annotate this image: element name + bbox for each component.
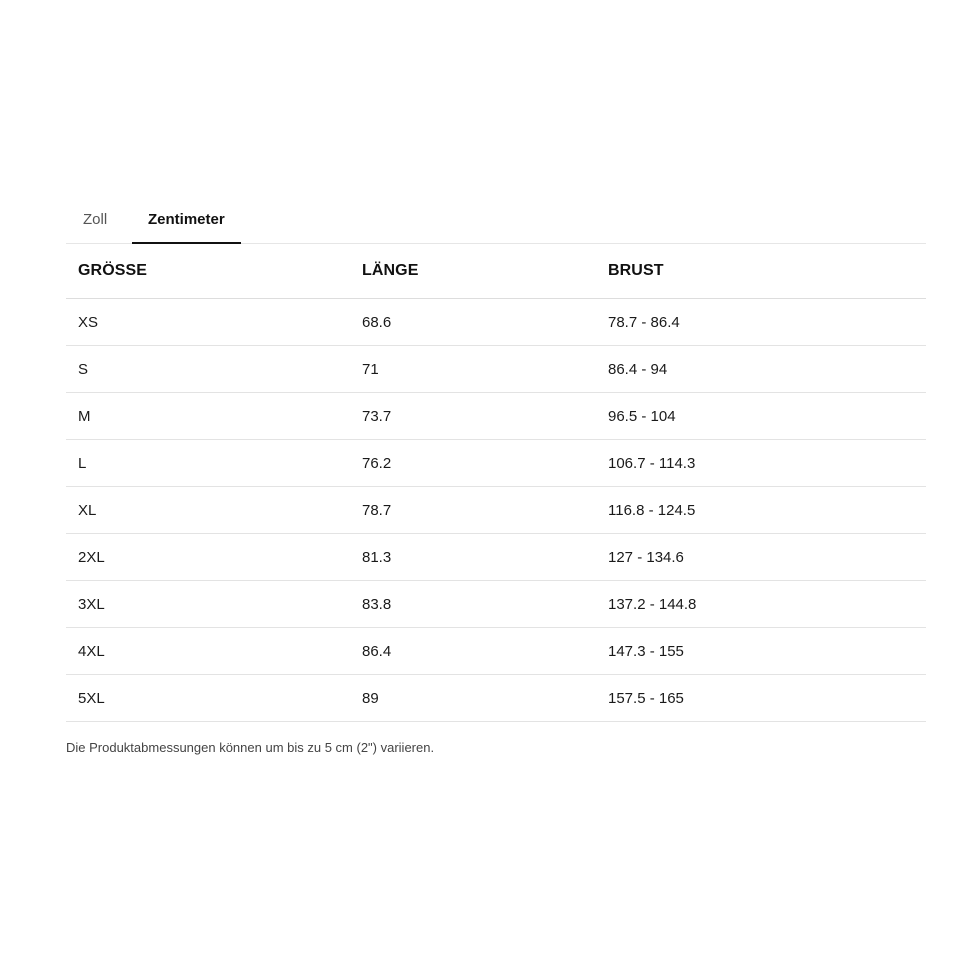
table-row	[66, 393, 926, 440]
size-cell: 4XL	[66, 628, 350, 675]
length-cell: 86.4	[350, 628, 596, 675]
table-row	[66, 628, 926, 675]
size-cell: M	[66, 393, 350, 440]
chest-cell: 157.5 - 165	[596, 675, 926, 722]
chest-cell: 86.4 - 94	[596, 346, 926, 393]
table-row	[66, 299, 926, 346]
size-chart	[66, 196, 926, 755]
size-cell: XS	[66, 299, 350, 346]
chest-cell: 106.7 - 114.3	[596, 440, 926, 487]
chest-cell: 127 - 134.6	[596, 534, 926, 581]
table-row	[66, 534, 926, 581]
column-header-chest: BRUST	[596, 244, 926, 299]
table-row	[66, 675, 926, 722]
chest-cell: 137.2 - 144.8	[596, 581, 926, 628]
column-header-length: LÄNGE	[350, 244, 596, 299]
tab-zoll[interactable]: Zoll	[83, 211, 108, 228]
length-cell: 68.6	[350, 299, 596, 346]
table-header-row	[66, 244, 926, 299]
chest-cell: 147.3 - 155	[596, 628, 926, 675]
size-cell: L	[66, 440, 350, 487]
length-cell: 83.8	[350, 581, 596, 628]
size-cell: S	[66, 346, 350, 393]
length-cell: 78.7	[350, 487, 596, 534]
length-cell: 76.2	[350, 440, 596, 487]
size-table	[66, 244, 926, 722]
size-cell: XL	[66, 487, 350, 534]
length-cell: 81.3	[350, 534, 596, 581]
size-cell: 5XL	[66, 675, 350, 722]
length-cell: 89	[350, 675, 596, 722]
unit-tabs	[66, 196, 926, 244]
size-cell: 3XL	[66, 581, 350, 628]
chest-cell: 78.7 - 86.4	[596, 299, 926, 346]
length-cell: 73.7	[350, 393, 596, 440]
measurement-note: Die Produktabmessungen können um bis zu 5 cm (2") variieren.	[66, 740, 435, 755]
column-header-size: GRÖSSE	[66, 244, 350, 299]
table-row	[66, 581, 926, 628]
table-row	[66, 440, 926, 487]
table-row	[66, 487, 926, 534]
chest-cell: 116.8 - 124.5	[596, 487, 926, 534]
length-cell: 71	[350, 346, 596, 393]
tab-zentimeter[interactable]: Zentimeter	[132, 196, 241, 243]
chest-cell: 96.5 - 104	[596, 393, 926, 440]
size-cell: 2XL	[66, 534, 350, 581]
table-row	[66, 346, 926, 393]
